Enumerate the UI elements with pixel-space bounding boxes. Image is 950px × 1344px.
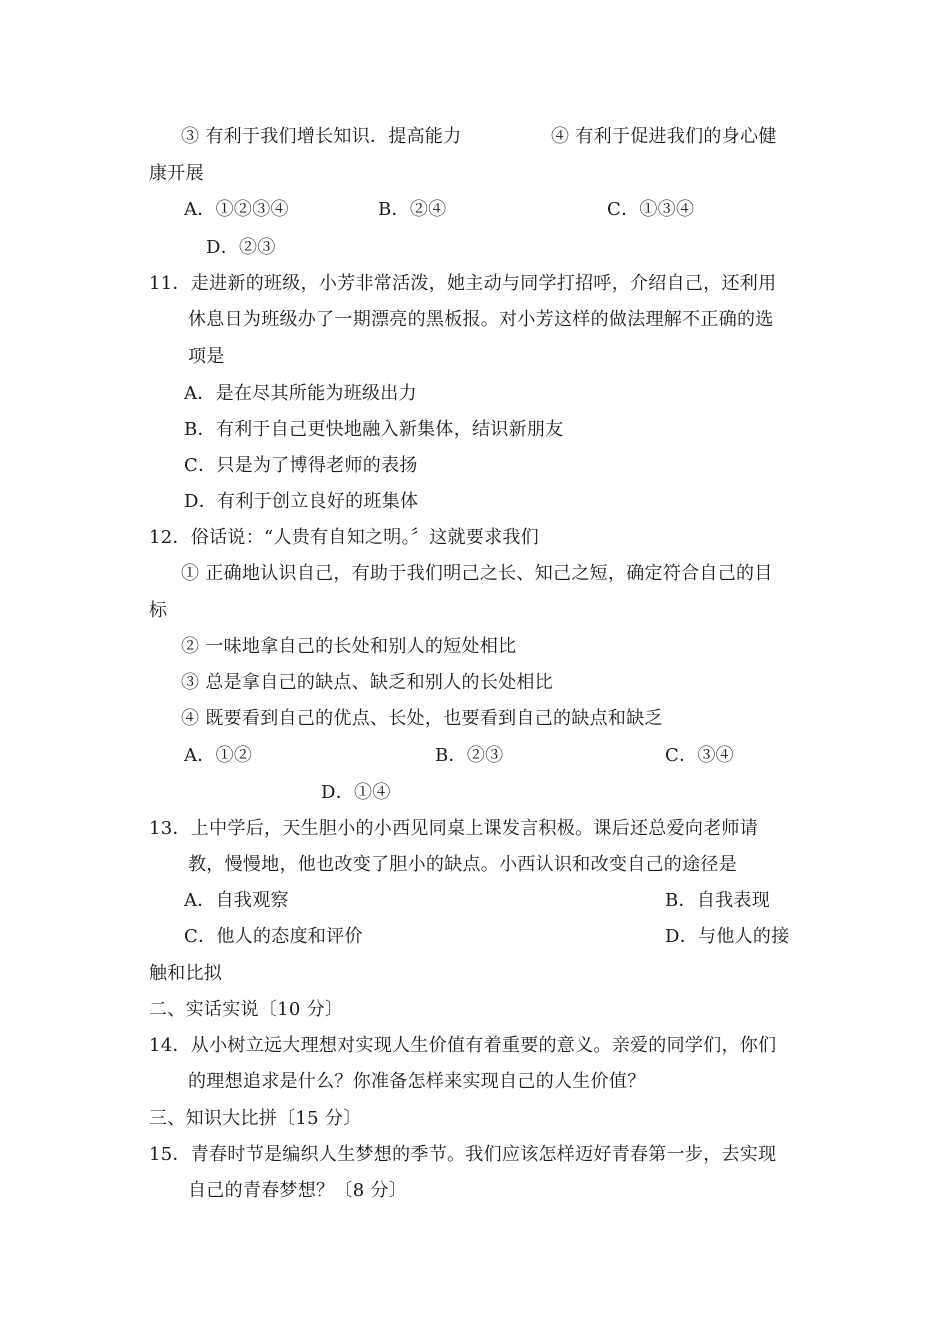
q10-choice-c: C．①③④ [607,199,695,220]
q14-stem-line-2: 的理想追求是什么？你准备怎样来实现自己的人生价值？ [188,1071,646,1092]
q12-choice-a: A．①② [184,745,253,766]
q12-choice-c: C．③④ [665,745,734,766]
section-3-title: 三、知识大比拼〔15 分〕 [149,1108,362,1129]
q12-choice-d: D．①④ [321,782,391,803]
q10-choice-d: D．②③ [206,237,276,258]
q10-option-4-continued: 康开展 [149,163,204,184]
q12-option-2: ② 一味地拿自己的长处和别人的短处相比 [181,636,517,657]
q14-stem-line-1: 14．从小树立远大理想对实现人生价值有着重要的意义。亲爱的同学们，你们 [149,1035,777,1056]
q11-stem-line-2: 休息日为班级办了一期漂亮的黑板报。对小芳这样的做法理解不正确的选 [188,309,774,330]
q15-stem-line-1: 15．青春时节是编织人生梦想的季节。我们应该怎样迈好青春第一步，去实现 [149,1144,777,1165]
q13-choice-c: C．他人的态度和评价 [184,926,363,947]
q10-option-3: ③ 有利于我们增长知识．提高能力 [181,126,462,147]
q11-stem-line-3: 项是 [188,346,225,367]
q13-stem-line-1: 13．上中学后，天生胆小的小西见同桌上课发言积极。课后还总爱向老师请 [149,818,759,839]
q11-choice-b: B．有利于自己更快地融入新集体，结识新朋友 [184,419,564,440]
q11-stem-line-1: 11．走进新的班级，小芳非常活泼，她主动与同学打招呼，介绍自己，还利用 [149,273,777,294]
q11-choice-a: A．是在尽其所能为班级出力 [184,383,417,404]
q13-stem-line-2: 教，慢慢地，他也改变了胆小的缺点。小西认识和改变自己的途径是 [188,854,737,875]
q12-option-1: ① 正确地认识自己，有助于我们明己之长、知己之短，确定符合自己的目 [181,563,773,584]
q13-choice-b: B．自我表现 [665,890,771,911]
q13-choice-d: D．与他人的接 [665,926,790,947]
q12-option-1-continued: 标 [149,600,168,621]
q13-choice-d-continued: 触和比拟 [149,963,223,984]
section-2-title: 二、实话实说〔10 分〕 [149,999,344,1020]
q11-choice-d: D．有利于创立良好的班集体 [184,491,419,512]
q12-option-3: ③ 总是拿自己的缺点、缺乏和别人的长处相比 [181,672,554,693]
q13-choice-a: A．自我观察 [184,890,289,911]
q15-stem-line-2: 自己的青春梦想？〔8 分〕 [188,1180,408,1201]
q12-choice-b: B．②③ [435,745,504,766]
q10-option-4: ④ 有利于促进我们的身心健 [551,126,777,147]
q12-option-4: ④ 既要看到自己的优点、长处，也要看到自己的缺点和缺乏 [181,708,663,729]
q12-stem: 12．俗话说：“人贵有自知之明。〞这就要求我们 [149,527,540,548]
q11-choice-c: C．只是为了博得老师的表扬 [184,455,418,476]
q10-choice-b: B．②④ [378,199,447,220]
q10-choice-a: A．①②③④ [184,199,289,220]
